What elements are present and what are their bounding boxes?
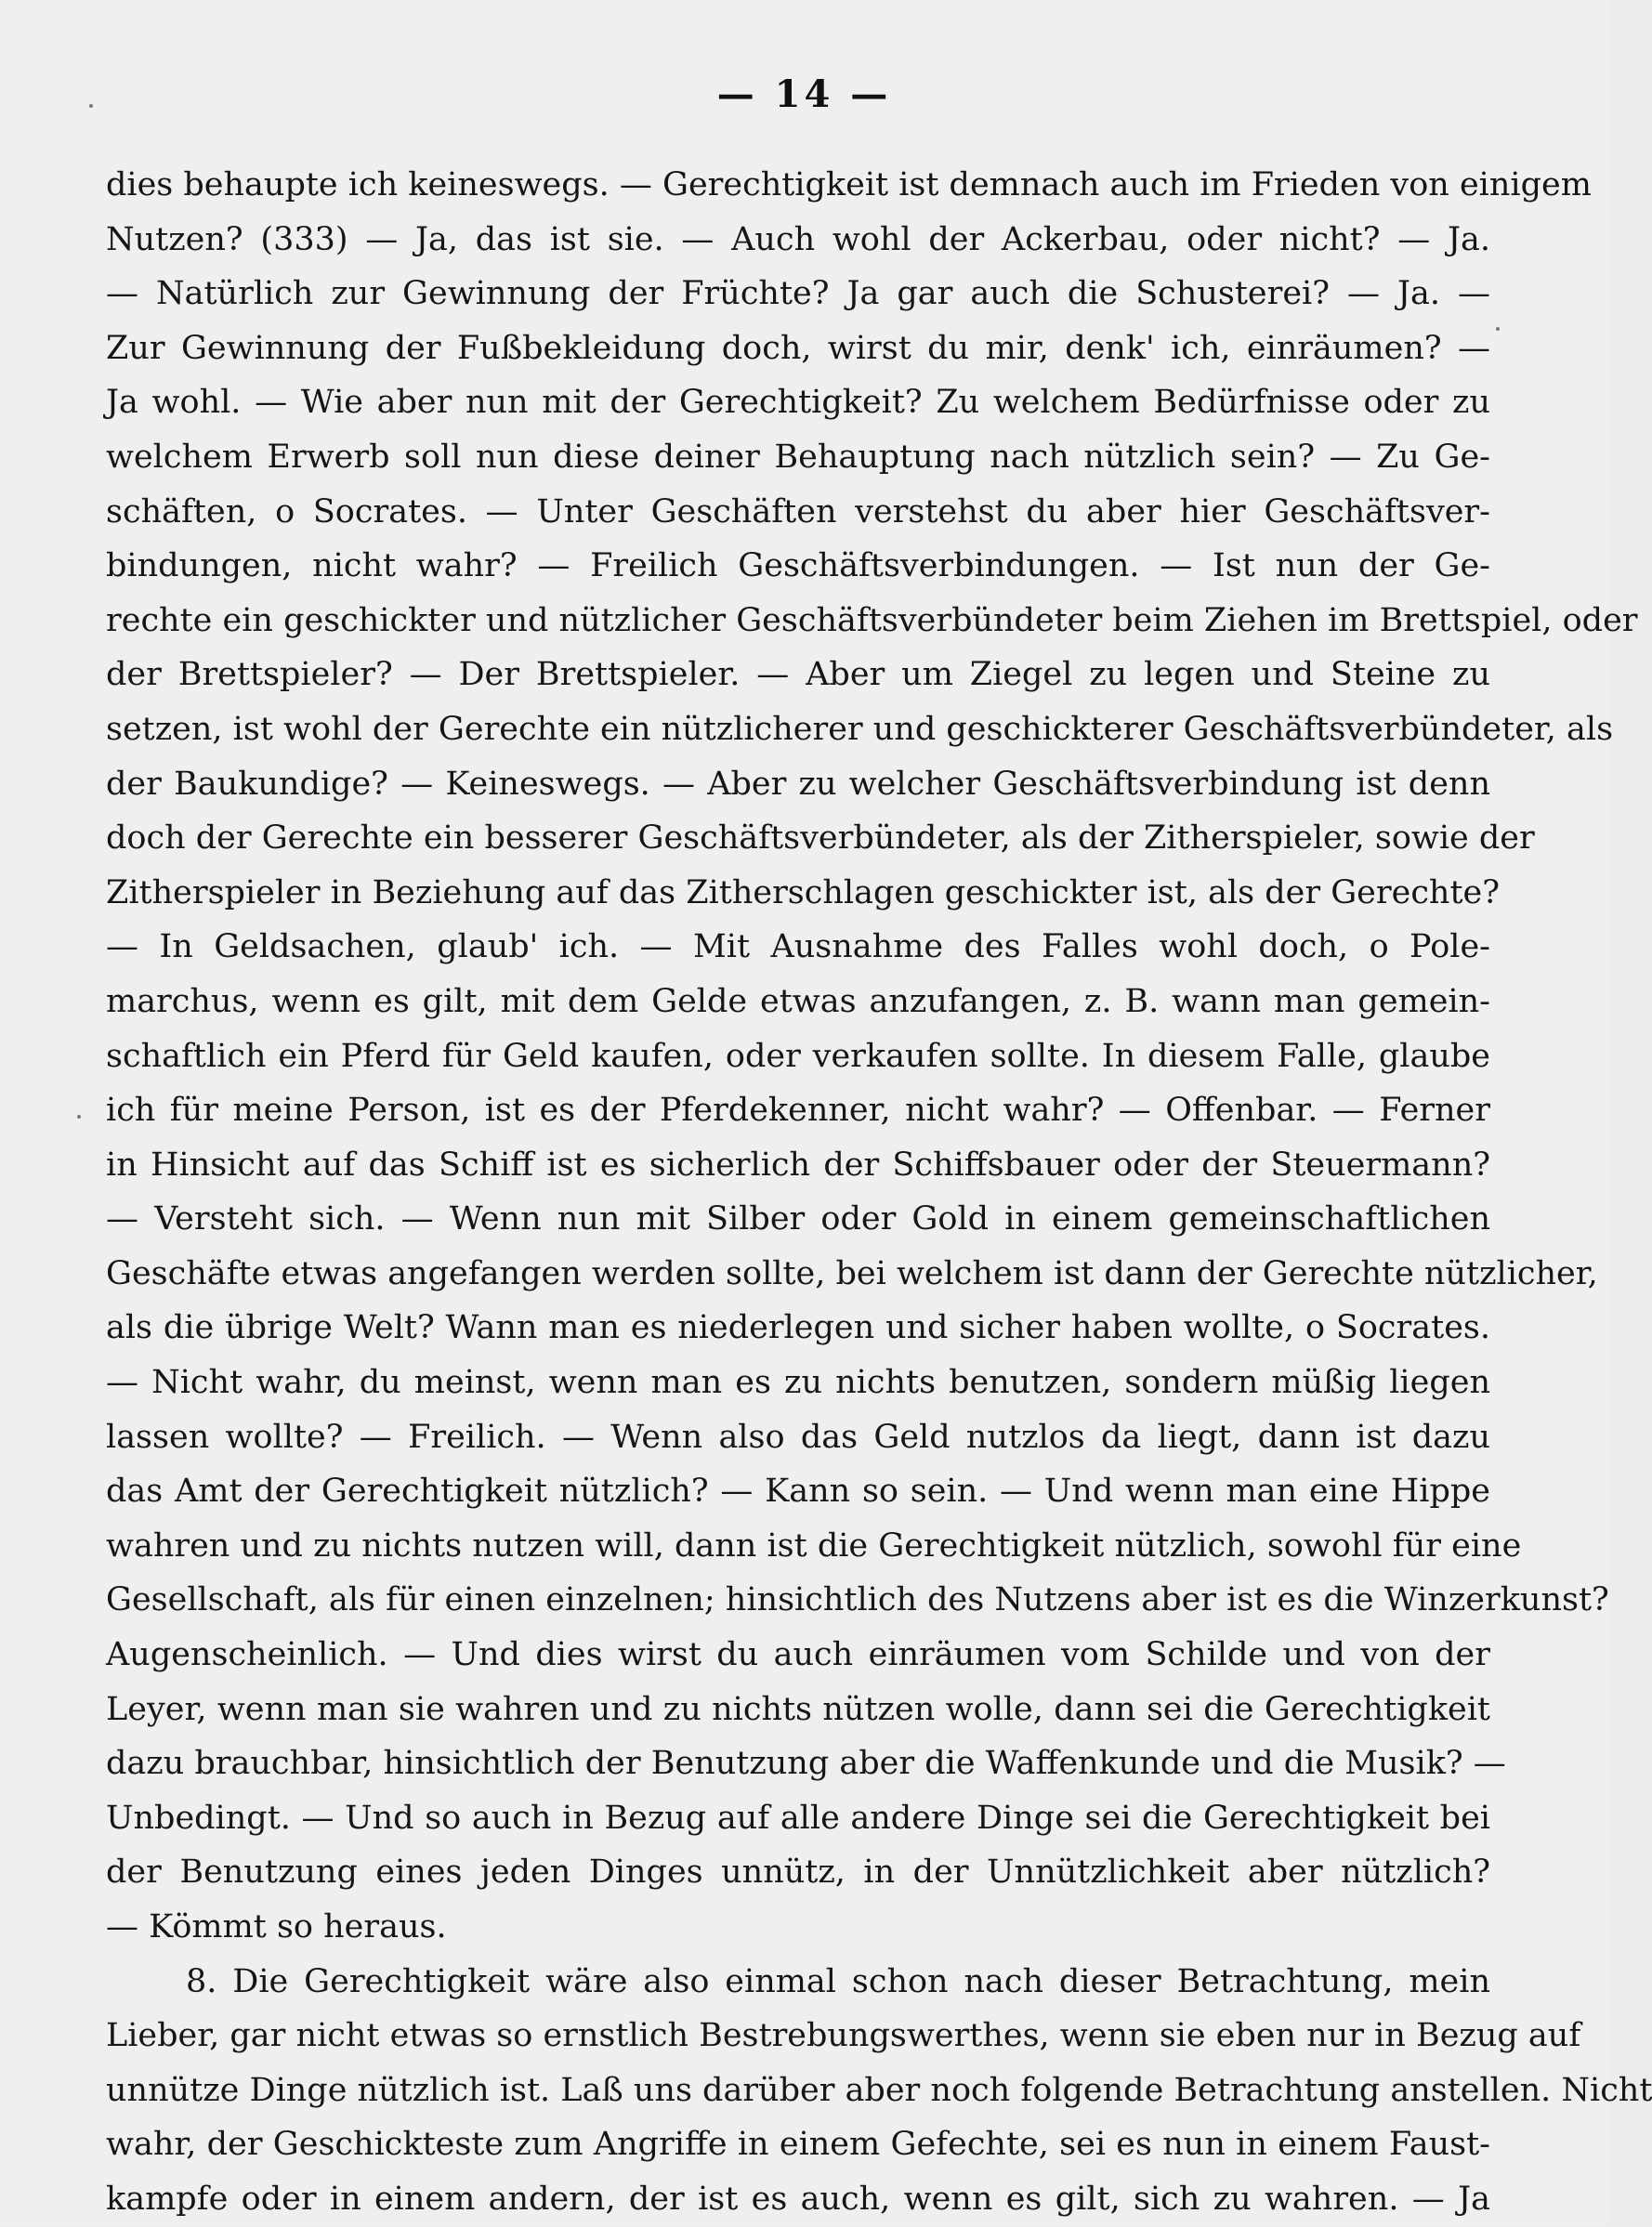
paragraph-start-line: 8. Die Gerechtigkeit wäre also einmal schon nach dieser Betrachtung, mein bbox=[186, 1962, 1490, 2000]
text-line: Gesellschaft, als für einen einzelnen; hinsichtlich des Nutzens aber ist es die Winzerkunst? bbox=[106, 1581, 1609, 1619]
text-line: schaftlich ein Pferd für Geld kaufen, oder verkaufen sollte. In diesem Falle, glaube bbox=[106, 1037, 1490, 1075]
text-line: Lieber, gar nicht etwas so ernstlich Bestrebungswerthes, wenn sie eben nur in Bezug auf bbox=[106, 2017, 1581, 2055]
text-line: Nutzen? (333) — Ja, das ist sie. — Auch wohl der Ackerbau, oder nicht? — Ja. bbox=[106, 220, 1490, 258]
text-line: Zur Gewinnung der Fußbekleidung doch, wirst du mir, denk' ich, einräumen? — bbox=[106, 329, 1490, 367]
body-text bbox=[106, 158, 1652, 2227]
text-line: schäften, o Socrates. — Unter Geschäften verstehst du aber hier Geschäftsver- bbox=[106, 492, 1490, 531]
text-line: der Brettspieler? — Der Brettspieler. — Aber um Ziegel zu legen und Steine zu bbox=[106, 656, 1490, 694]
text-line: der Benutzung eines jeden Dinges unnütz, in der Unnützlichkeit aber nützlich? bbox=[106, 1854, 1490, 1892]
text-line: rechte ein geschickter und nützlicher Geschäftsverbündeter beim Ziehen im Brettspiel, oder bbox=[106, 601, 1638, 639]
text-line: — Kömmt so heraus. bbox=[106, 1908, 447, 1945]
print-speck bbox=[77, 1115, 81, 1119]
print-speck bbox=[89, 104, 93, 108]
text-line: setzen, ist wohl der Gerechte ein nützlicherer und geschickterer Geschäftsverbündeter, als bbox=[106, 710, 1614, 748]
text-line: der Baukundige? — Keineswegs. — Aber zu welcher Geschäftsverbindung ist denn bbox=[106, 765, 1490, 803]
text-line: bindungen, nicht wahr? — Freilich Geschäftsverbindungen. — Ist nun der Ge- bbox=[106, 547, 1490, 585]
text-line: marchus, wenn es gilt, mit dem Gelde etwas anzufangen, z. B. wann man gemein- bbox=[106, 982, 1490, 1020]
text-line: das Amt der Gerechtigkeit nützlich? — Kann so sein. — Und wenn man eine Hippe bbox=[106, 1473, 1490, 1511]
text-line: welchem Erwerb soll nun diese deiner Behauptung nach nützlich sein? — Zu Ge- bbox=[106, 438, 1490, 476]
text-line: Leyer, wenn man sie wahren und zu nichts nützen wolle, dann sei die Gerechtigkeit bbox=[106, 1690, 1490, 1728]
text-line: Zitherspieler in Beziehung auf das Zitherschlagen geschickter ist, als der Gerechte? bbox=[106, 873, 1501, 911]
text-line: Ja wohl. — Wie aber nun mit der Gerechtigkeit? Zu welchem Bedürfnisse oder zu bbox=[106, 384, 1490, 422]
page-number: — 14 — bbox=[716, 72, 892, 116]
text-line: doch der Gerechte ein besserer Geschäftsverbündeter, als der Zitherspieler, sowie der bbox=[106, 819, 1535, 858]
text-line: kampfe oder in einem andern, der ist es auch, wenn es gilt, sich zu wahren. — Ja bbox=[106, 2180, 1490, 2218]
text-line: — Nicht wahr, du meinst, wenn man es zu nichts benutzen, sondern müßig liegen bbox=[106, 1364, 1490, 1402]
text-line: lassen wollte? — Freilich. — Wenn also das Geld nutzlos da liegt, dann ist dazu bbox=[106, 1418, 1490, 1456]
text-line: Unbedingt. — Und so auch in Bezug auf alle andere Dinge sei die Gerechtigkeit bei bbox=[106, 1799, 1490, 1837]
text-line: Augenscheinlich. — Und dies wirst du auch einräumen vom Schilde und von der bbox=[106, 1636, 1490, 1674]
text-line: als die übrige Welt? Wann man es niederlegen und sicher haben wollte, o Socrates. bbox=[106, 1309, 1490, 1347]
text-line: ich für meine Person, ist es der Pferdekenner, nicht wahr? — Offenbar. — Ferner bbox=[106, 1092, 1490, 1130]
print-speck bbox=[1496, 327, 1500, 331]
text-line: Geschäfte etwas angefangen werden sollte, bei welchem ist dann der Gerechte nützlicher, bbox=[106, 1254, 1598, 1292]
text-line: — Versteht sich. — Wenn nun mit Silber oder Gold in einem gemeinschaftlichen bbox=[106, 1200, 1490, 1238]
text-line: dazu brauchbar, hinsichtlich der Benutzung aber die Waffenkunde und die Musik? — bbox=[106, 1745, 1506, 1783]
text-line: dies behaupte ich keineswegs. — Gerechtigkeit ist demnach auch im Frieden von einigem bbox=[106, 166, 1592, 203]
text-line: wahr, der Geschickteste zum Angriffe in einem Gefechte, sei es nun in einem Faust- bbox=[106, 2126, 1490, 2164]
text-line: — Natürlich zur Gewinnung der Früchte? Ja gar auch die Schusterei? — Ja. — bbox=[106, 275, 1490, 313]
text-line: — In Geldsachen, glaub' ich. — Mit Ausnahme des Falles wohl doch, o Pole- bbox=[106, 928, 1490, 966]
text-line: wahren und zu nichts nutzen will, dann ist die Gerechtigkeit nützlich, sowohl für eine bbox=[106, 1526, 1522, 1565]
text-line: unnütze Dinge nützlich ist. Laß uns darüber aber noch folgende Betrachtung anstellen. Nicht bbox=[106, 2071, 1652, 2109]
text-line: in Hinsicht auf das Schiff ist es sicherlich der Schiffsbauer oder der Steuermann? bbox=[106, 1146, 1490, 1184]
